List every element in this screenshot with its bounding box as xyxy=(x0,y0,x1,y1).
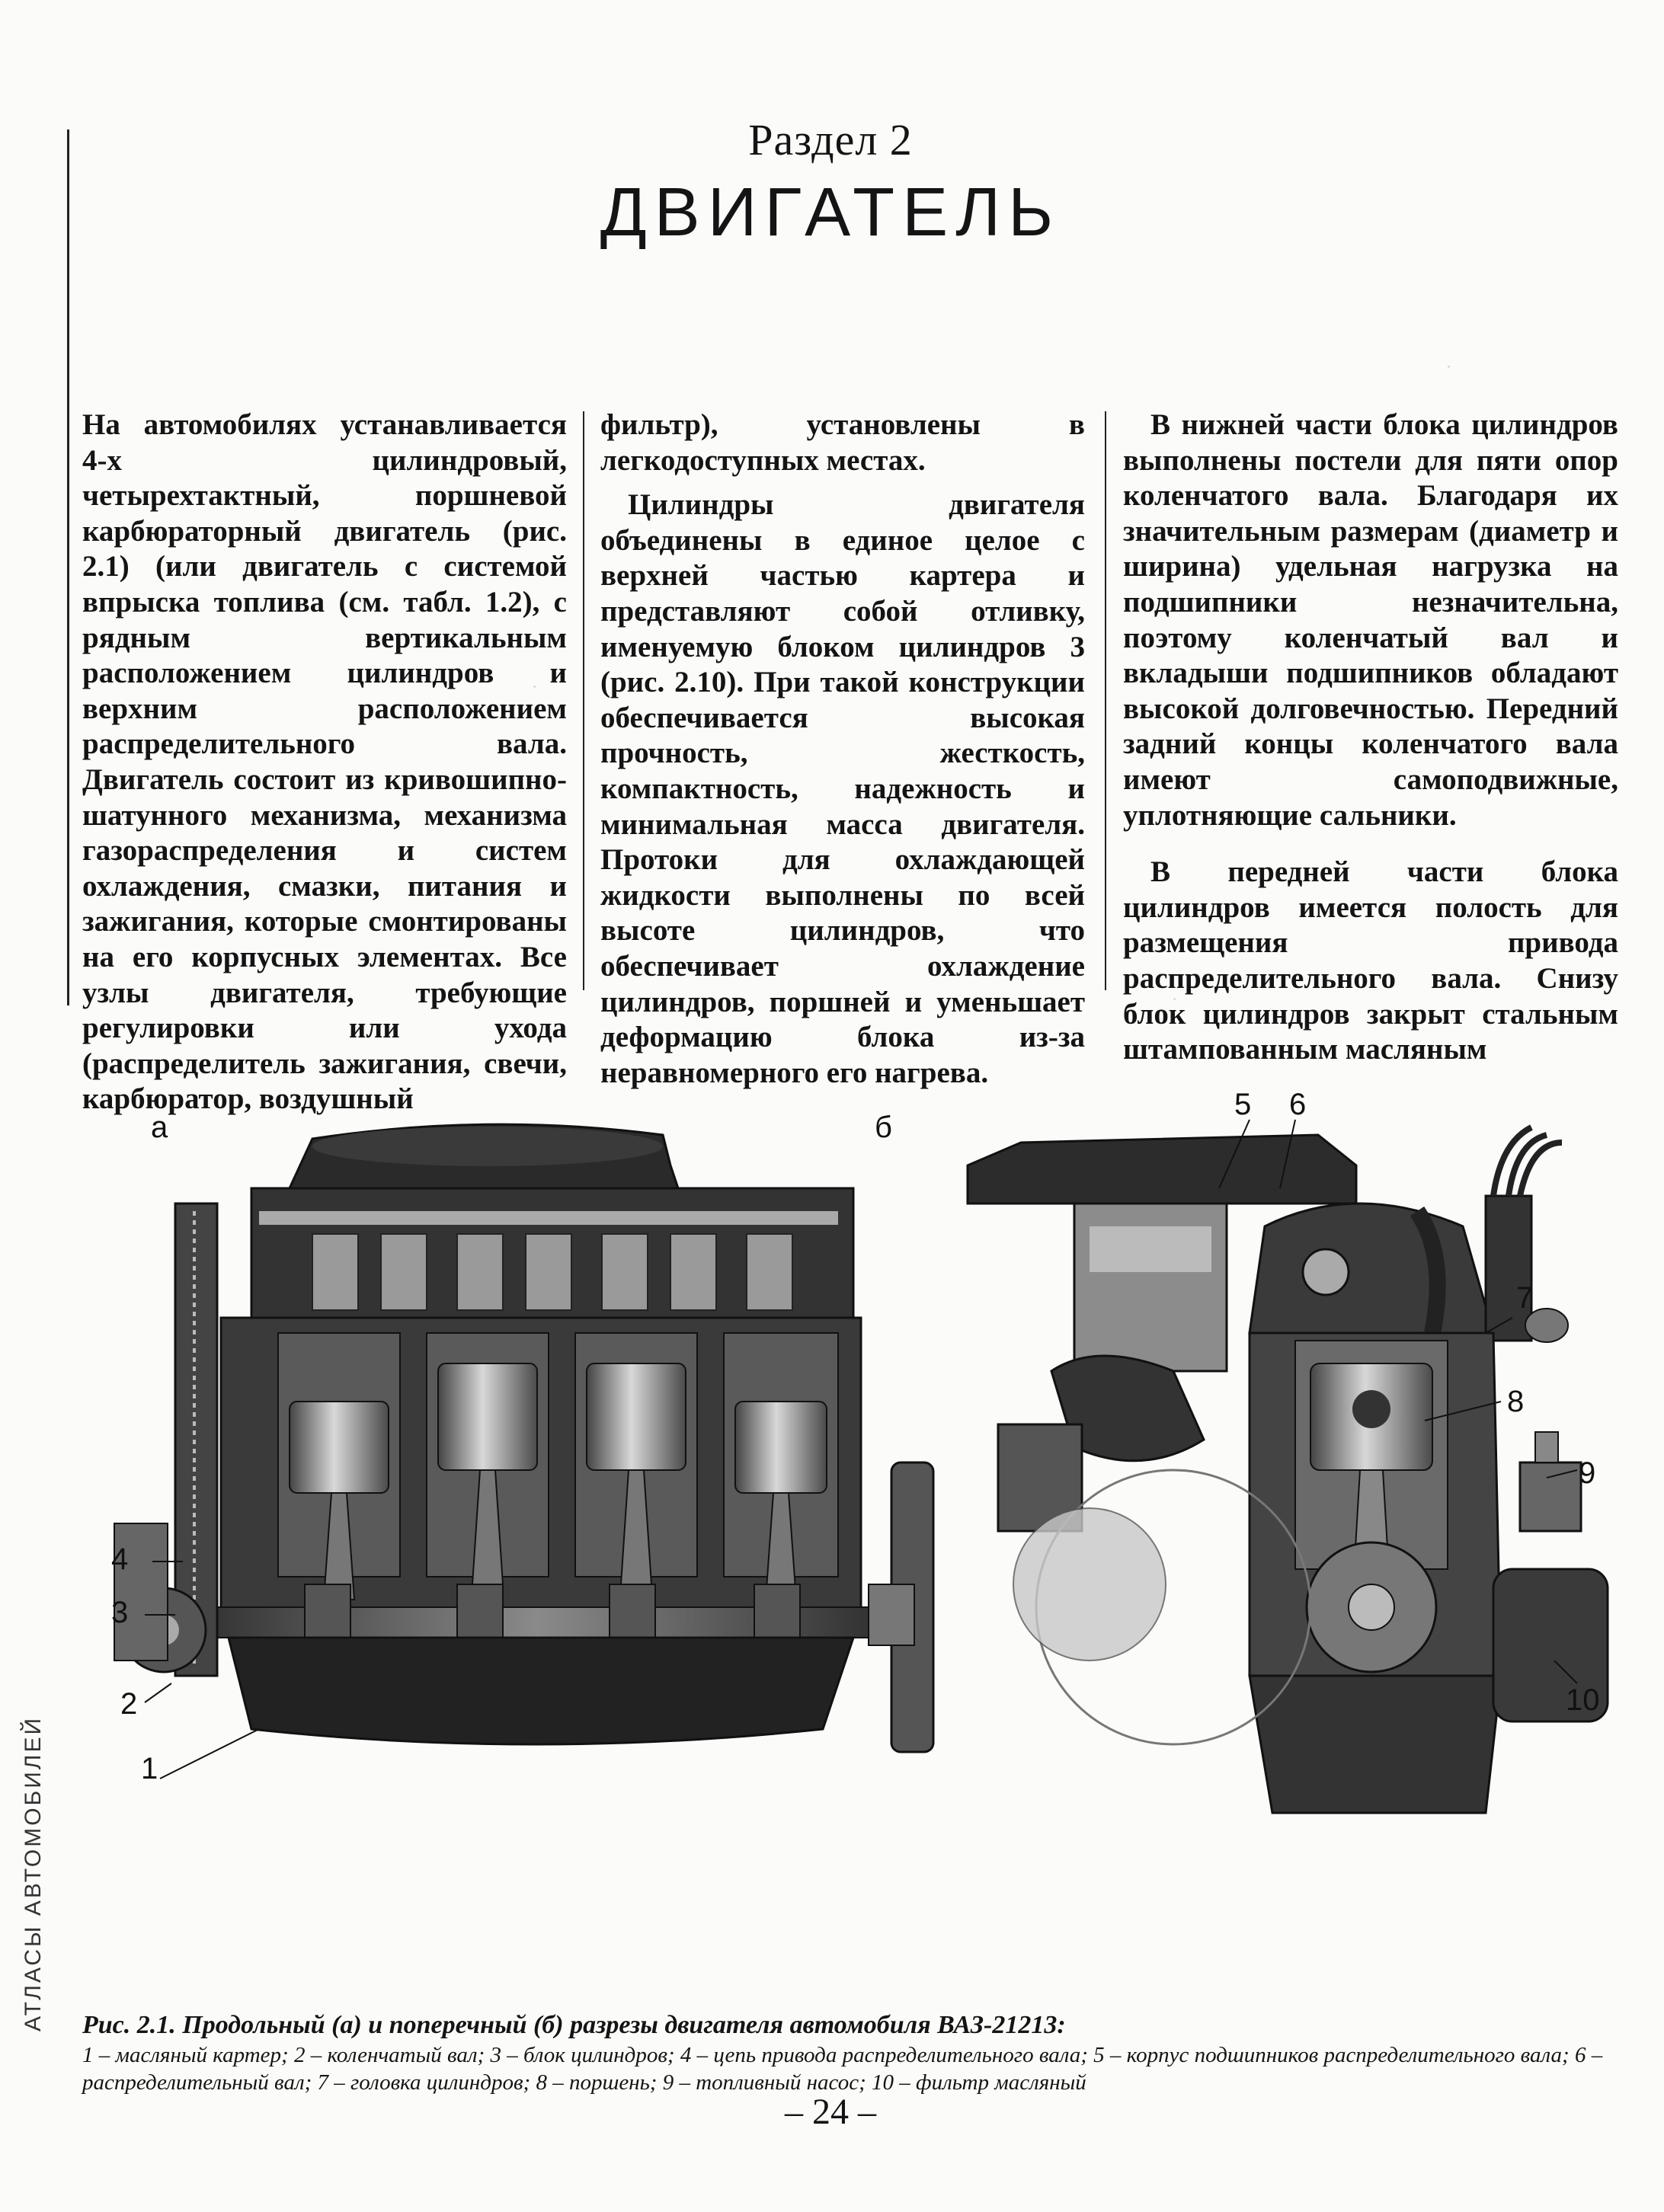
callout-4: 4 xyxy=(111,1542,129,1576)
page-number: – 24 – xyxy=(785,2092,876,2132)
paragraph: В передней части блока цилиндров имеется полость для размещения привода распределительного вала. Снизу блок цилиндров закрыт стальным штампованным масляным xyxy=(1123,855,1618,1066)
paragraph: Цилиндры двигателя объединены в единое целое с верхней частью картера и представляют собой отливку, именуемую блоком цилиндров 3 (рис. 2.10). При такой конструкции обеспечивается высокая прочность, жесткость, компактность, надежность и минимальная масса двигателя. Протоки для охлаждающей жидкости выполнены по всей высоте цилиндров, что обеспечивает охлаждение цилиндров, поршней и уменьшает деформацию блока из-за неравномерного его нагрева. xyxy=(600,488,1085,1089)
engine-cross-section-drawing xyxy=(61,1082,1630,2026)
column-divider xyxy=(583,411,584,990)
side-running-title xyxy=(11,1691,56,2057)
view-b-label: б xyxy=(875,1111,892,1144)
callout-5: 5 xyxy=(1234,1088,1252,1121)
side-running-title-text: АТЛАСЫ АВТОМОБИЛЕЙ xyxy=(21,1715,46,2032)
transverse-section xyxy=(968,1120,1608,1813)
section-label: Раздел 2 xyxy=(748,115,913,165)
view-a-label: а xyxy=(151,1111,168,1144)
callout-3: 3 xyxy=(111,1596,129,1629)
left-margin-rule xyxy=(67,129,69,1005)
callout-2: 2 xyxy=(120,1687,138,1721)
callout-9: 9 xyxy=(1579,1456,1596,1490)
caption-legend: 1 – масляный картер; 2 – коленчатый вал; 3 – блок цилиндров; 4 – цепь привода распределительного вала; 5 – корпус подшипников распределительного вала; 6 – распределительный вал; 7 – головка цилиндров; 8 – поршень; 9 – топливный насос; 10 – фильтр масляный xyxy=(82,2043,1603,2095)
callout-1: 1 xyxy=(141,1752,158,1785)
callout-10: 10 xyxy=(1566,1683,1600,1717)
text-column-1 xyxy=(82,408,567,1117)
scan-speck xyxy=(1448,366,1450,368)
figure-caption xyxy=(82,2009,1621,2096)
paragraph: На автомобилях устанавливается 4-х цилиндровый, четырехтактный, поршневой карбюраторный двигатель (рис. 2.1) (или двигатель с системой впрыска топлива (см. табл. 1.2), с рядным вертикальным расположением цилиндров и верхним расположением распределительного вала. Двигатель состоит из кривошипно-шатунного механизма, механизма газораспределения и систем охлаждения, смазки, питания и зажигания, которые смонтированы на его корпусных элементах. Все узлы двигателя, требующие регулировки или ухода (распределитель зажигания, свечи, карбюратор, воздушный xyxy=(82,408,567,1116)
text-column-3 xyxy=(1123,408,1618,1068)
column-divider xyxy=(1105,411,1106,990)
paragraph: В нижней части блока цилиндров выполнены постели для пяти опор коленчатого вала. Благодаря их значительным размерам (диаметр и ширина) удельная нагрузка на подшипники незначительна, поэтому коленчатый вал и вкладыши подшипников обладают высокой долговечностью. Передний задний концы коленчатого вала имеют самоподвижные, уплотняющие сальники. xyxy=(1123,408,1618,832)
chapter-title: ДВИГАТЕЛЬ xyxy=(600,174,1061,251)
caption-title: Рис. 2.1. Продольный (а) и поперечный (б) разрезы двигателя автомобиля ВАЗ-21213: xyxy=(82,2011,1066,2039)
longitudinal-section xyxy=(114,1124,933,1779)
callout-7: 7 xyxy=(1516,1281,1534,1315)
paragraph: фильтр), установлены в легкодоступных местах. xyxy=(600,408,1085,477)
engine-figure xyxy=(61,1082,1630,2026)
callout-6: 6 xyxy=(1289,1088,1307,1121)
callout-8: 8 xyxy=(1507,1385,1525,1418)
text-column-2 xyxy=(600,408,1085,1091)
